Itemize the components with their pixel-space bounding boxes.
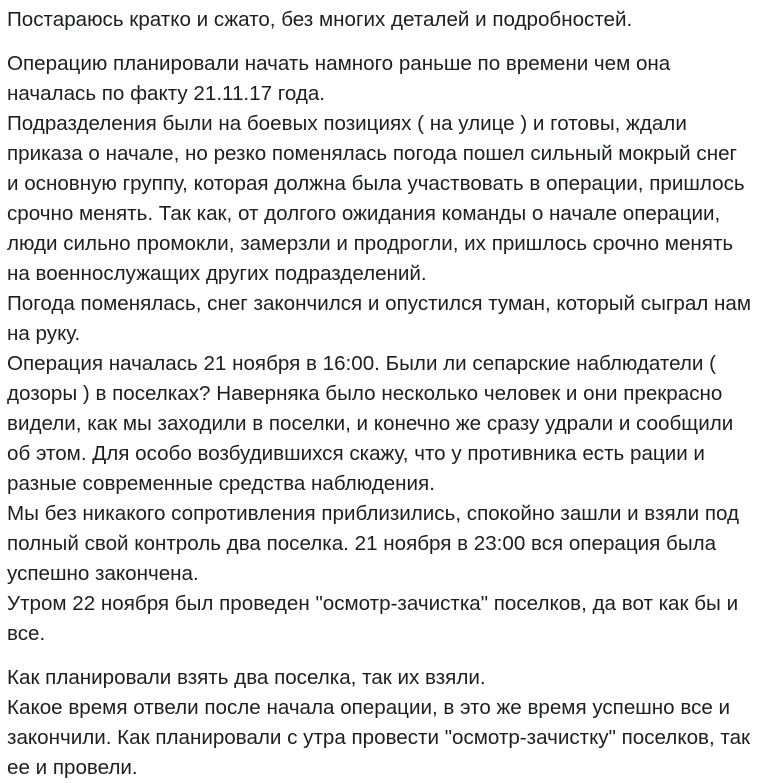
paragraph xyxy=(7,49,751,649)
paragraph-line: Постараюсь кратко и сжато, без многих деталей и подробностей. xyxy=(7,8,633,31)
paragraph-line: Мы без никакого сопротивления приблизились, спокойно зашли и взяли под полный свой контроль два поселка. 21 ноября в 23:00 вся операция была успешно закончена. xyxy=(7,502,740,585)
paragraph xyxy=(7,5,751,35)
paragraph-line: Какое время отвели после начала операции, в это же время успешно все и закончили. Как планировали с утра провести "осмотр-зачистку" поселков, так ее и провели. xyxy=(7,696,751,779)
paragraph-line: Подразделения были на боевых позициях ( на улице ) и готовы, ждали приказа о начале, но резко поменялась погода пошел сильный мокрый снег и основную группу, которая должна была участвовать в операции, пришлось срочно менять. Так как, от долгого ожидания команды о начале операции, люди сильно промокли, замерзли и продрогли, их пришлось срочно менять на военнослужащих других подразделений. xyxy=(7,112,745,285)
paragraph-line: Погода поменялась, снег закончился и опустился туман, который сыграл нам на руку. xyxy=(7,292,752,345)
paragraph-line: Утром 22 ноября был проведен "осмотр-зачистка" поселков, да вот как бы и все. xyxy=(7,592,739,645)
paragraph xyxy=(7,663,751,783)
paragraph-line: Как планировали взять два поселка, так их взяли. xyxy=(7,666,486,689)
paragraph-line: Операцию планировали начать намного раньше по времени чем она началась по факту 21.11.17 года. xyxy=(7,52,671,105)
paragraph-line: Операция началась 21 ноября в 16:00. Были ли сепарские наблюдатели ( дозоры ) в поселках? Наверняка было несколько человек и они прекрасно видели, как мы заходили в поселки, и конечно же сразу удрали и сообщили об этом. Для особо возбудившихся скажу, что у противника есть рации и разные современные средства наблюдения. xyxy=(7,352,734,495)
